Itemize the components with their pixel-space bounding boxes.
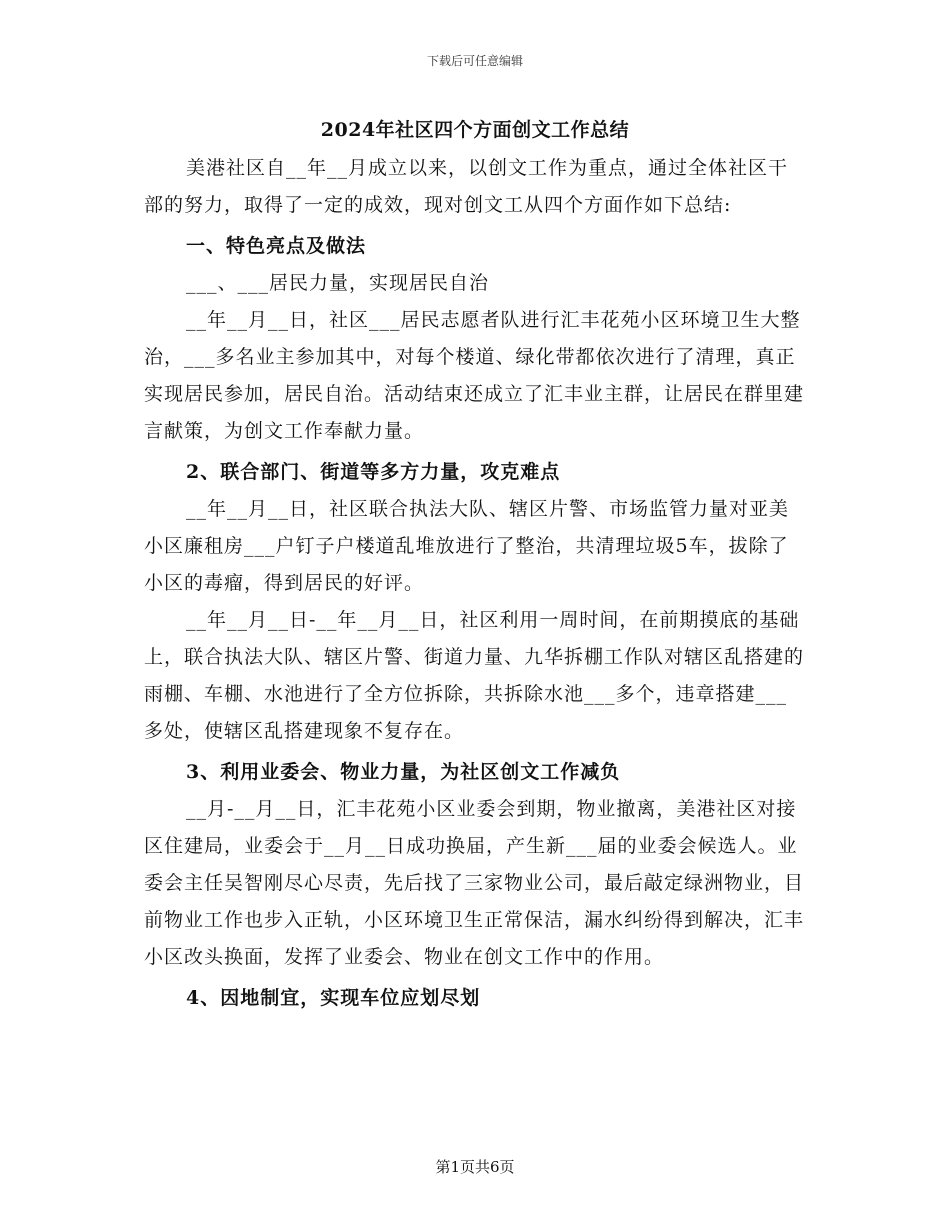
- page-footer: 第1页共6页: [435, 1158, 515, 1176]
- paragraph-cleanup: __年__月__日，社区___居民志愿者队进行汇丰花苑小区环境卫生大整治，___多名业主参加其中，对每个楼道、绿化带都依次进行了清理，真正实现居民参加，居民自治。活动结束还成立了汇丰业主群，让居民在群里建言献策，为创文工作奉献力量。: [144, 309, 805, 442]
- paragraph-joint-action: __年__月__日，社区联合执法大队、辖区片警、市场监管力量对亚美小区廉租房___户钉子户楼道乱堆放进行了整治，共清理垃圾5车，拔除了小区的毒瘤，得到居民的好评。: [144, 498, 790, 594]
- document-title: 2024年社区四个方面创文工作总结: [320, 119, 630, 141]
- section-heading-4: 4、因地制宜，实现车位应划尽划: [186, 987, 481, 1009]
- paragraph-demolition: __年__月__日-__年__月__日，社区利用一周时间，在前期摸底的基础上，联合执法大队、辖区片警、街道力量、九华拆棚工作队对辖区乱搭建的雨棚、车棚、水池进行了全方位拆除，共拆除水池___多个，违章搭建___多处，使辖区乱搭建现象不复存在。: [144, 609, 805, 742]
- section-heading-1: 一、特色亮点及做法: [186, 235, 367, 257]
- paragraph-intro: 美港社区自__年__月成立以来，以创文工作为重点，通过全体社区干部的努力，取得了一定的成效，现对创文工从四个方面作如下总结:: [144, 157, 789, 216]
- paragraph-subtitle: ___、___居民力量，实现居民自治: [186, 272, 490, 294]
- section-heading-2: 2、联合部门、街道等多方力量，攻克难点: [186, 461, 561, 483]
- page-header: 下载后可任意编辑: [426, 54, 523, 68]
- section-heading-3: 3、利用业委会、物业力量，为社区创文工作减负: [186, 761, 621, 783]
- document-body: [144, 150, 804, 1017]
- paragraph-committee: __月-__月__日，汇丰花苑小区业委会到期，物业撤离，美港社区对接区住建局，业委会于__月__日成功换届，产生新___届的业委会候选人。业委会主任吴智刚尽心尽责，先后找了三家物业公司，最后敲定绿洲物业，目前物业工作也步入正轨，小区环境卫生正常保洁，漏水纠纷得到解决，汇丰小区改头换面，发挥了业委会、物业在创文工作中的作用。: [144, 798, 805, 968]
